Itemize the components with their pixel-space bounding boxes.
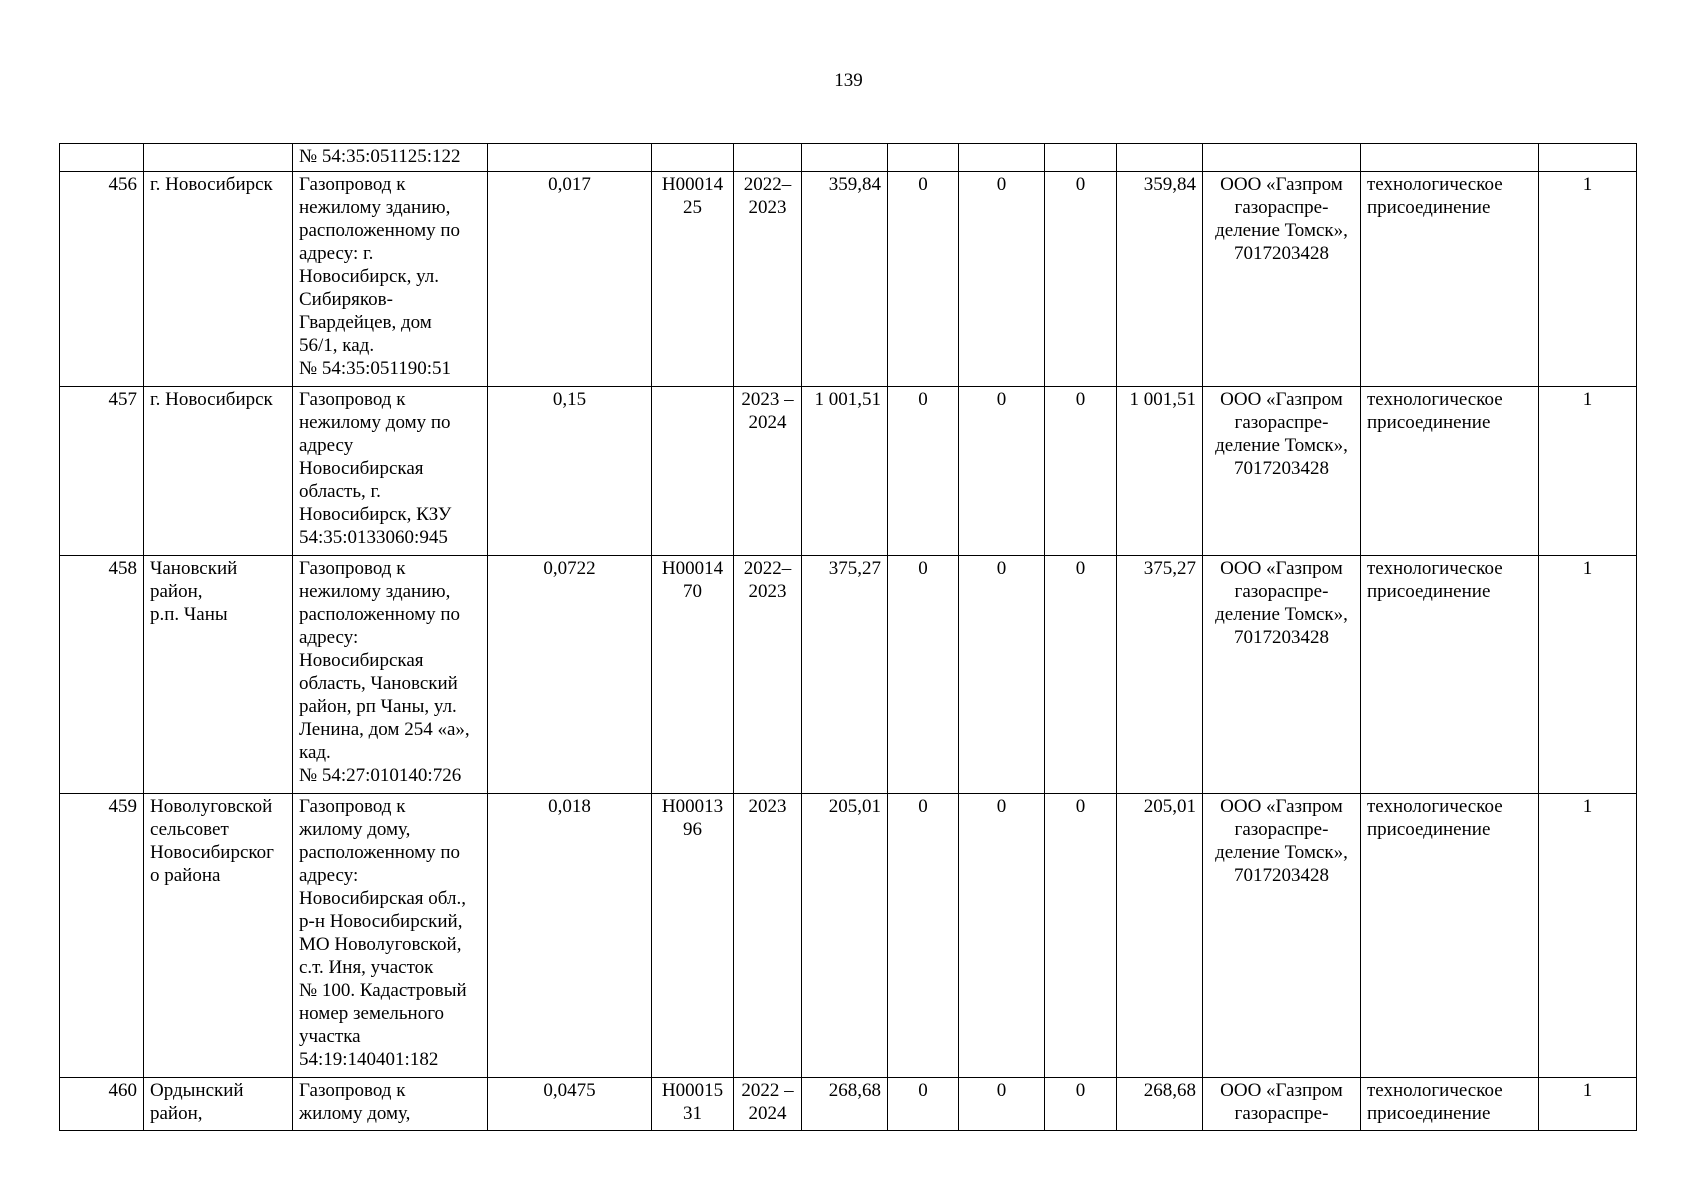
value-cell-1: 0 <box>888 556 959 794</box>
value-cell-2: 0 <box>959 172 1045 387</box>
municipality-cell: г. Новосибирск <box>144 172 293 387</box>
cost-cell <box>802 144 888 172</box>
cost-cell: 205,01 <box>802 794 888 1078</box>
total-cell <box>1117 144 1203 172</box>
code-cell: Н00015 31 <box>652 1078 734 1131</box>
value-cell-1: 0 <box>888 387 959 556</box>
municipality-cell: Новолуговской сельсовет Новосибирског о района <box>144 794 293 1078</box>
object-cell: Газопровод к жилому дому, расположенному по адресу: Новосибирская обл., р-н Новосибирский, МО Новолуговской, с.т. Иня, участок № 100. Кадастровый номер земельного участка 54:19:140401:182 <box>293 794 488 1078</box>
value-cell-3: 0 <box>1045 556 1117 794</box>
table-row <box>60 1078 1637 1131</box>
value-cell-3: 0 <box>1045 794 1117 1078</box>
table-row <box>60 387 1637 556</box>
data-table <box>59 143 1637 1131</box>
purpose-cell: технологическое присоединение <box>1361 172 1539 387</box>
total-cell: 205,01 <box>1117 794 1203 1078</box>
total-cell: 268,68 <box>1117 1078 1203 1131</box>
value-cell-2: 0 <box>959 1078 1045 1131</box>
municipality-cell <box>144 144 293 172</box>
row-number: 460 <box>60 1078 144 1131</box>
page-number: 139 <box>834 70 863 91</box>
row-number: 456 <box>60 172 144 387</box>
row-number: 458 <box>60 556 144 794</box>
object-cell: Газопровод к жилому дому, <box>293 1078 488 1131</box>
length-cell: 0,0722 <box>488 556 652 794</box>
value-cell-3: 0 <box>1045 1078 1117 1131</box>
length-cell: 0,15 <box>488 387 652 556</box>
period-cell: 2022 – 2024 <box>734 1078 802 1131</box>
purpose-cell: технологическое присоединение <box>1361 556 1539 794</box>
object-cell: Газопровод к нежилому дому по адресу Новосибирская область, г. Новосибирск, КЗУ 54:35:0133060:945 <box>293 387 488 556</box>
purpose-cell <box>1361 144 1539 172</box>
row-number: 459 <box>60 794 144 1078</box>
length-cell: 0,0475 <box>488 1078 652 1131</box>
value-cell-1 <box>888 144 959 172</box>
object-cell: № 54:35:051125:122 <box>293 144 488 172</box>
purpose-cell: технологическое присоединение <box>1361 794 1539 1078</box>
value-cell-2 <box>959 144 1045 172</box>
quantity-cell: 1 <box>1539 556 1637 794</box>
municipality-cell: г. Новосибирск <box>144 387 293 556</box>
cost-cell: 268,68 <box>802 1078 888 1131</box>
table-row <box>60 794 1637 1078</box>
value-cell-3 <box>1045 144 1117 172</box>
length-cell: 0,018 <box>488 794 652 1078</box>
organization-cell: ООО «Газпром газораспре- деление Томск», 7017203428 <box>1203 387 1361 556</box>
cost-cell: 359,84 <box>802 172 888 387</box>
total-cell: 1 001,51 <box>1117 387 1203 556</box>
code-cell: Н00013 96 <box>652 794 734 1078</box>
cost-cell: 1 001,51 <box>802 387 888 556</box>
quantity-cell <box>1539 144 1637 172</box>
municipality-cell: Чановский район, р.п. Чаны <box>144 556 293 794</box>
quantity-cell: 1 <box>1539 387 1637 556</box>
organization-cell: ООО «Газпром газораспре- деление Томск», 7017203428 <box>1203 794 1361 1078</box>
period-cell: 2022– 2023 <box>734 172 802 387</box>
value-cell-2: 0 <box>959 387 1045 556</box>
value-cell-3: 0 <box>1045 172 1117 387</box>
municipality-cell: Ордынский район, <box>144 1078 293 1131</box>
code-cell <box>652 144 734 172</box>
value-cell-1: 0 <box>888 1078 959 1131</box>
period-cell <box>734 144 802 172</box>
organization-cell: ООО «Газпром газораспре- деление Томск», 7017203428 <box>1203 172 1361 387</box>
period-cell: 2022– 2023 <box>734 556 802 794</box>
total-cell: 375,27 <box>1117 556 1203 794</box>
value-cell-3: 0 <box>1045 387 1117 556</box>
table-row <box>60 556 1637 794</box>
purpose-cell: технологическое присоединение <box>1361 387 1539 556</box>
code-cell: Н00014 70 <box>652 556 734 794</box>
length-cell <box>488 144 652 172</box>
object-cell: Газопровод к нежилому зданию, расположенному по адресу: г. Новосибирск, ул. Сибиряков- Гвардейцев, дом 56/1, кад. № 54:35:051190:51 <box>293 172 488 387</box>
row-number <box>60 144 144 172</box>
code-cell <box>652 387 734 556</box>
code-cell: Н00014 25 <box>652 172 734 387</box>
value-cell-2: 0 <box>959 556 1045 794</box>
value-cell-2: 0 <box>959 794 1045 1078</box>
value-cell-1: 0 <box>888 794 959 1078</box>
cost-cell: 375,27 <box>802 556 888 794</box>
period-cell: 2023 – 2024 <box>734 387 802 556</box>
object-cell: Газопровод к нежилому зданию, расположенному по адресу: Новосибирская область, Чановский район, рп Чаны, ул. Ленина, дом 254 «а», кад. № 54:27:010140:726 <box>293 556 488 794</box>
value-cell-1: 0 <box>888 172 959 387</box>
purpose-cell: технологическое присоединение <box>1361 1078 1539 1131</box>
table-row <box>60 144 1637 172</box>
total-cell: 359,84 <box>1117 172 1203 387</box>
row-number: 457 <box>60 387 144 556</box>
organization-cell: ООО «Газпром газораспре- <box>1203 1078 1361 1131</box>
length-cell: 0,017 <box>488 172 652 387</box>
organization-cell: ООО «Газпром газораспре- деление Томск», 7017203428 <box>1203 556 1361 794</box>
organization-cell <box>1203 144 1361 172</box>
table-row <box>60 172 1637 387</box>
quantity-cell: 1 <box>1539 794 1637 1078</box>
quantity-cell: 1 <box>1539 172 1637 387</box>
quantity-cell: 1 <box>1539 1078 1637 1131</box>
period-cell: 2023 <box>734 794 802 1078</box>
